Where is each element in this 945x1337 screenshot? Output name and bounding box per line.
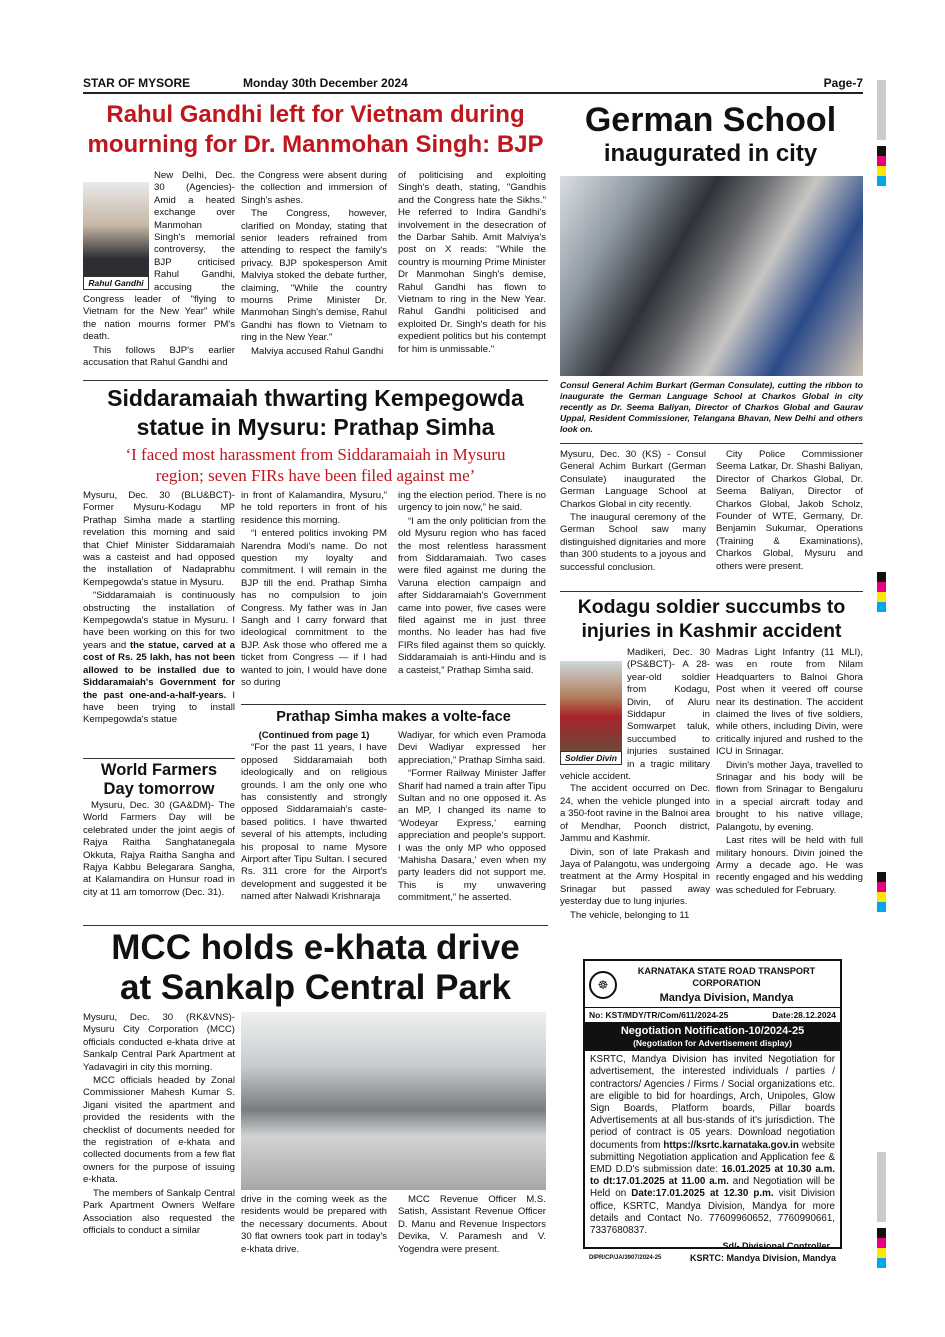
kodagu-lead: Madikeri, Dec. 30 (PS&BCT)- A 28-year-old soldier from Kodagu, Divin, of Aluru Siddapur in Somwarpet taluk, succumbed to injuries sustained in a tragic: [627, 647, 710, 770]
ad-footer: [585, 1252, 840, 1264]
kodagu-col1-p2: The accident occurred on Dec. 24, when the vehicle plunged into a 350-foot ravine in the Balnoi area of Mendhar, Poonch district, Jammu and Kashmir.: [560, 783, 710, 845]
divider: [83, 758, 235, 759]
reg-yellow: [877, 166, 886, 176]
mcc-headline: [83, 928, 548, 1008]
ad-url: https://ksrtc.karnataka.gov.in: [663, 1139, 799, 1151]
reg-magenta: [877, 582, 886, 592]
kodagu-col2-p3: Last rites will be held with full military honours. Divin joined the Army a decade ago. He was recently engaged and his wedding was scheduled for February.: [716, 835, 863, 896]
german-col2-p1: City Police Commissioner Seema Latkar, Dr. Shashi Baliyan, Director of Charkos Global, Dr. Seema Baliyan, Director of Charkos Global, Jakob Scholz, Founder of WTE, Germany, Dr. Benjamin Sukumar, Operations (Training & Examinations), Charkos Global, Mysuru and others were present.: [716, 449, 863, 572]
reg-black: [877, 572, 886, 582]
siddu-col2: [241, 490, 387, 691]
reg-yellow: [877, 892, 886, 902]
volte-col2-p1: Wadiyar, for which even Pramoda Devi Wadiyar expressed her appreciation,” Prathap Simha said.: [398, 730, 546, 766]
ad-body-4: visit Division office, KSRTC, Mandya Division, Mandya for more details and Contact No. 77609960652, 7760990661, 7337680837.: [590, 1188, 835, 1237]
rahul-col1: [83, 170, 235, 371]
ad-dipr: DIPR/CP/JA/3907/2024-25: [589, 1255, 662, 1262]
mcc-headline-line1: MCC holds e-khata drive: [111, 928, 520, 967]
german-headline-line2: inaugurated in city: [603, 140, 818, 167]
rahul-headline-line1: Rahul Gandhi left for Vietnam during: [106, 101, 525, 128]
reg-black: [877, 146, 886, 156]
ad-org-block: [617, 965, 836, 1005]
divider: [560, 443, 863, 444]
ad-header: [585, 961, 840, 1007]
german-ribbon-photo: [560, 176, 863, 376]
soldier-photo-tag: Soldier Divin: [560, 751, 622, 765]
mcc-col1-p1: Mysuru, Dec. 30 (RK&VNS)- Mysuru City Corporation (MCC) officials conducted e-khata drive at Sankalp Central Park Apartment at Yadavagiri in city this morning.: [83, 1012, 235, 1073]
ad-ref-row: [585, 1007, 840, 1023]
german-col1-p2: The inaugural ceremony of the German School saw many distinguished dignitaries and more than 300 students to a joyous and successful conclusion.: [560, 512, 706, 573]
page-header: [83, 76, 863, 94]
siddu-col3: [398, 490, 546, 678]
reg-magenta: [877, 156, 886, 166]
rahul-col3: [398, 170, 546, 357]
registration-marks-bottom: [877, 1152, 886, 1268]
siddu-subhead-line2: region; seven FIRs have been filed against me’: [155, 466, 476, 485]
mcc-col2-p1: drive in the coming week as the residents would be prepared with the necessary documents. About 30 flat owners took part in today's e-khata drive.: [241, 1194, 387, 1255]
german-col1: [560, 449, 706, 575]
ksrtc-logo-icon: ☸: [589, 971, 617, 999]
ad-held: Date:17.01.2025 at 12.30 p.m.: [631, 1188, 774, 1200]
ad-body-2: website submitting Negotiation application and Application fee & EMD D.D's submission date:: [590, 1139, 835, 1176]
kodagu-lead-rest: military vehicle accident.: [560, 758, 710, 783]
mcc-col1: [83, 1012, 235, 1238]
grey-bar: [877, 80, 886, 140]
kodagu-col2: [716, 647, 863, 898]
ad-body-3: and Negotiation will be Held on: [590, 1176, 835, 1200]
ad-sign-2: KSRTC: Mandya Division, Mandya: [689, 1253, 836, 1264]
mcc-col2: [241, 1194, 387, 1257]
registration-marks-low: [877, 872, 886, 912]
reg-yellow: [877, 592, 886, 602]
kodagu-col2-p1: Madras Light Infantry (11 MLI), was en route from Nilam Headquarters to Balnoi Ghora Post when it veered off course near its destination. The accident claimed the lives of five soldiers, while others, including Divin, were critically injured and rushed to the ICU in Srinagar.: [716, 647, 863, 758]
rahul-headline-line2: mourning for Dr. Manmohan Singh: BJP: [87, 131, 544, 158]
divider: [241, 704, 546, 705]
siddu-col1-p2a: “Siddaramaiah is continuously obstructing the installation of Kempegowda's statue in Mysuru. I have been working on this for two years and: [83, 590, 235, 651]
ad-ref: No: KST/MDY/TR/Com/611/2024-25: [589, 1009, 729, 1020]
divider: [83, 380, 548, 381]
ksrtc-advert: [583, 959, 842, 1264]
german-col1-p1: Mysuru, Dec. 30 (KS) - Consul General Achim Burkart (German Consulate) inaugurated the German Language School at Charkos Global in city recently.: [560, 449, 706, 510]
farmers-headline-line2: Day tomorrow: [103, 780, 215, 798]
rahul-col2-p1: the Congress were absent during the collection and immersion of Singh's ashes.: [241, 170, 387, 206]
divider: [560, 591, 863, 592]
kodagu-headline-line2: injuries in Kashmir accident: [581, 620, 842, 642]
rahul-col2: [241, 170, 387, 359]
farmers-body: [83, 800, 235, 900]
siddu-col1-p2c: I have been trying to install Kempegowda's statue: [83, 689, 235, 726]
siddu-subhead-line1: ‘I faced most harassment from Siddaramaiah in Mysuru: [125, 445, 506, 464]
soldier-portrait: [560, 661, 622, 753]
ad-division: Mandya Division, Mandya: [659, 992, 794, 1005]
ad-sign-1: Sd/- Divisional Controller: [722, 1241, 830, 1252]
ad-title: Negotiation Notification-10/2024-25: [620, 1024, 805, 1037]
volte-headline: Prathap Simha makes a volte-face: [276, 709, 511, 725]
ad-dates: 16.01.2025 at 10.30 a.m. to dt:17.01.2025 at 11.00 a.m.: [590, 1164, 835, 1188]
reg-cyan: [877, 176, 886, 186]
siddu-col3-p1: ing the election period. There is no urgency to join now,” he said.: [398, 490, 546, 514]
volte-continued: (Continued from page 1): [258, 730, 370, 741]
kodagu-col2-p2: Divin's mother Jaya, travelled to Srinagar and his body will be flown from Srinagar to Bengaluru in a special aircraft today and brought to his native village, Palangotu, by evening.: [716, 759, 863, 833]
german-caption: Consul General Achim Burkart (German Consulate), cutting the ribbon to inaugurate the German Language School at Charkos Global in city recently as Dr. Seema Baliyan, Director of Charkos Global and Gaurav Uppal, Resident Commissioner, Telangana Bhavan, New Delhi and others look on.: [560, 380, 863, 434]
ad-title-band: [585, 1023, 840, 1051]
siddu-col2-p1: in front of Kalamandira, Mysuru,” he told reporters in front of his residence this morning.: [241, 490, 387, 526]
registration-marks-top: [877, 80, 886, 186]
mcc-col1-p3: The members of Sankalp Central Park Apartment Owners Welfare Association also requested the officials to conduct a similar: [83, 1187, 235, 1236]
rahul-headline: [83, 100, 548, 160]
reg-cyan: [877, 902, 886, 912]
rahul-col2-p3: Malviya accused Rahul Gandhi: [251, 345, 384, 357]
rahul-col1-p2: This follows BJP's earlier accusation that Rahul Gandhi and: [83, 344, 235, 369]
reg-black: [877, 872, 886, 882]
german-headline-line1: German School: [584, 101, 837, 139]
reg-black: [877, 1228, 886, 1238]
siddu-headline: [83, 384, 548, 442]
kodagu-col1-p4: The vehicle, belonging to 11: [570, 909, 690, 921]
siddu-headline-line2: statue in Mysuru: Prathap Simha: [136, 414, 495, 440]
ad-date: Date:28.12.2024: [772, 1009, 836, 1020]
siddu-col1: [83, 490, 235, 728]
reg-magenta: [877, 1238, 886, 1248]
rahul-col2-p2: The Congress, however, clarified on Monday, stating that senior leaders refrained from attending to respect the family's privacy. BJP spokesperson Amit Malviya stoked the debate further, claiming, "While the country mourns Prime Minister Dr. Manmohan Singh's demise, Rahul Gandhi has flown to Vietnam to ring in the New Year.": [241, 208, 387, 344]
grey-bar: [877, 1152, 886, 1222]
mcc-col1-p2: MCC officials headed by Zonal Commissioner Mahesh Kumar S. Jigani visited the apartment and provided the residents with the checklist of documents needed for the registration of e-khata and collected documents from a few flat owners for the purpose of issuing e-khata.: [83, 1075, 235, 1186]
kodagu-headline-line1: Kodagu soldier succumbs to: [577, 596, 846, 618]
paper-name: STAR OF MYSORE: [83, 76, 191, 90]
mcc-col3: [398, 1194, 546, 1257]
siddu-col1-p1: Mysuru, Dec. 30 (BLU&BCT)- Former Mysuru-Kodagu MP Prathap Simha made a startling revelation this morning and said that Chief Minister Siddaramaiah was a casteist and had opposed the installation of Nadaprabhu Kempegowda's statue in Mysuru.: [83, 490, 235, 588]
volte-col1-p1: “For the past 11 years, I have opposed Siddaramaiah both ideologically and on religious grounds. I am the only one who has consistently and strongly opposed Siddaramaiah's caste-based politics. I have thwarted several of his attempts, including his proposal to name Mysore Airport after Tipu Sultan. I secured Rs. 311 crore for the Airport's development and suggested it be named after Nalwadi Krishnaraja: [241, 742, 387, 903]
siddu-subhead: [83, 444, 548, 486]
siddu-col1-p2b: the statue, carved at a cost of Rs. 25 lakh, has not been allowed to be installed due to Siddaramaiah's Government for the past one-and-a-half-years.: [83, 639, 235, 701]
siddu-col1-p2: [83, 590, 235, 726]
kodagu-col1-p3: Divin, son of late Prakash and Jaya of Palangotu, was undergoing treatment at the Army Hospital in Srinagar but passed away yesterday due to lung injuries.: [560, 846, 710, 908]
reg-yellow: [877, 1248, 886, 1258]
rahul-photo-tag: Rahul Gandhi: [83, 276, 149, 290]
rahul-lead-rest: the Congress leader of "flying to Vietnam for the New Year" while the nation mourns former PM's death.: [83, 281, 235, 343]
soldier-photo: [560, 647, 622, 767]
volte-col1: [241, 730, 387, 905]
farmers-text: Mysuru, Dec. 30 (GA&DM)- The World Farmers Day will be celebrated under the joint aegis of Rajya Raitha Sanghatanegala Okkuta, Rajya Raitha Sangha and Rajya Kabbu Belegarara Sangha, at Kalamandira on Hunsur road in city at 11 am tomorrow (Dec. 31).: [83, 800, 235, 898]
volte-col2: [398, 730, 546, 906]
divider: [83, 925, 548, 926]
mcc-col3-p1: MCC Revenue Officer M.S. Satish, Assistant Revenue Officer D. Manu and Revenue Inspectors Devika, V. Paramesh and V. Yogendra were present.: [398, 1194, 546, 1255]
reg-cyan: [877, 1258, 886, 1268]
ad-subtitle: (Negotiation for Advertisement display): [633, 1038, 792, 1049]
kodagu-col1: [560, 647, 710, 923]
reg-magenta: [877, 882, 886, 892]
ad-body: [585, 1051, 840, 1240]
ad-org: KARNATAKA STATE ROAD TRANSPORT CORPORATION: [637, 966, 816, 989]
registration-marks-mid: [877, 572, 886, 612]
ad-body-1: KSRTC, Mandya Division has invited Negotiation for advertisement, the interested individuals / parties / contractors/ Agencies / Firms / Social organizations etc. are eligible to bid for hoardings, Arch, Unipoles, Glow Sign Boards, Platform boards, Pillar boards Advertisements at all bus-stands of it's jurisdiction. The period of contract is 05 years. Download negotiation documents from: [590, 1054, 835, 1151]
mcc-drive-photo: [241, 1012, 546, 1190]
page-number: Page-7: [823, 76, 863, 90]
mcc-headline-line2: at Sankalp Central Park: [120, 968, 511, 1007]
farmers-headline-line1: World Farmers: [100, 761, 218, 779]
german-col2: [716, 449, 863, 574]
rahul-portrait: [83, 182, 149, 278]
volte-col2-p2: “Former Railway Minister Jaffer Sharif had named a train after Tipu Sultan and no one opposed it. As an MP, I changed its name to ‘Wodeyar Express,’ earning appreciation and people's support. I was the only MP who opposed ‘Mahisha Dasara,’ even when my party leaders did not support me. This is my unwavering commitment,” he asserted.: [398, 768, 546, 904]
farmers-headline: [83, 761, 235, 799]
siddu-col2-p2: “I entered politics invoking PM Narendra Modi's name. Do not question my loyalty and commitment. I will remain in the BJP till the end. Prathap Simha has no compulsion to join Congress. My father was in Jan Sangh and I carry forward that ideological commitment to the BJP. Ask those who offered me a ticket from Congress — if I had wanted to join, I would have done so during: [241, 528, 387, 689]
rahul-lead: New Delhi, Dec. 30 (Agencies)- Amid a heated exchange over Manmohan Singh's memorial controversy, the BJP criticised Rahul Gandhi, accusing: [154, 170, 235, 293]
reg-cyan: [877, 602, 886, 612]
rahul-photo: [83, 170, 149, 290]
german-headline: [558, 100, 863, 168]
siddu-col3-p2: “I am the only politician from the old Mysuru region who has faced the most relentless harassment from Siddaramaiah. Two cases were filed against me during the Varuna election campaign and after Siddaramaiah's Government came into power, five cases were filed against me in just three months. No leader has had five FIRs filed against them so quickly. Siddaramaiah is anti-Hindu and is a casteist,” Prathap Simha said.: [398, 515, 546, 676]
kodagu-headline: [558, 595, 865, 643]
issue-date: Monday 30th December 2024: [243, 76, 408, 90]
rahul-col3-p1: of politicising and exploiting Singh's death, stating, "Gandhis and the Congress hate the Sikhs." He referred to Indira Gandhi's involvement in the desecration of the Darbar Sahib. Amit Malviya's post on X reads: "While the country is mourning Prime Minister Dr Manmohan Singh's demise, Rahul Gandhi has flown to Vietnam to ring in the New Year. Rahul Gandhi politicised and exploited Dr. Singh's death for his expedient politics but his contempt for him is unmissable.": [398, 170, 546, 355]
siddu-headline-line1: Siddaramaiah thwarting Kempegowda: [107, 385, 524, 411]
